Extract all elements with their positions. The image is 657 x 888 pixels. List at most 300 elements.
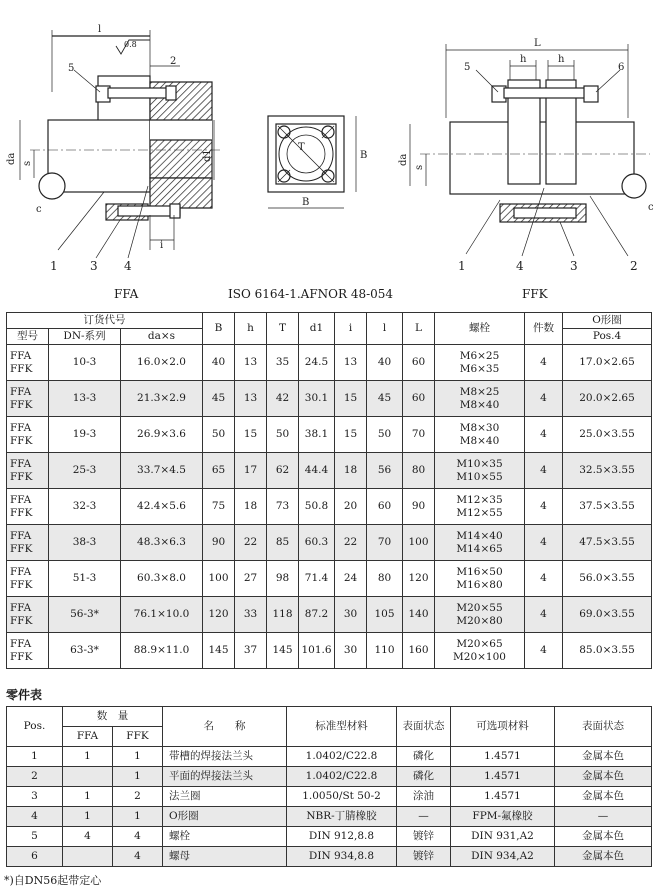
spec-cell-T (267, 561, 299, 597)
parts-row (7, 827, 652, 847)
ffk-pos2: 2 (630, 259, 638, 273)
spec-cell-da-s (121, 381, 203, 417)
parts-row (7, 807, 652, 827)
spec-cell-type-text: FFA (10, 565, 32, 578)
spec-cell-bolt-text: M14×40 (456, 529, 503, 542)
spec-cell-B-text: 145 (208, 644, 229, 656)
spec-cell-i-text: 15 (343, 392, 358, 404)
spec-cell-da-s (121, 453, 203, 489)
spec-cell-oring-text: 32.5×3.55 (579, 464, 635, 476)
spec-cell-count (525, 489, 563, 525)
header-i: i (335, 313, 367, 345)
spec-cell-l-text: 45 (377, 392, 392, 404)
spec-cell-i-text: 24 (343, 572, 358, 584)
parts-row (7, 847, 652, 867)
spec-cell-oring (563, 597, 652, 633)
spec-cell-type (7, 489, 49, 525)
spec-cell-da-s-text: 26.9×3.6 (137, 428, 186, 440)
spec-cell-da-s-text: 88.9×11.0 (133, 644, 190, 656)
spec-cell-B-text: 65 (211, 464, 226, 476)
parts-cell-surf1: 镀锌 (397, 827, 451, 847)
parts-cell-opt: DIN 931,A2 (451, 827, 555, 847)
spec-cell-type (7, 633, 49, 669)
ffa-dim-l: l (98, 24, 102, 35)
spec-cell-B (203, 417, 235, 453)
spec-cell-bolt-text: M20×80 (456, 614, 503, 627)
spec-cell-d1 (299, 453, 335, 489)
spec-cell-i (335, 345, 367, 381)
spec-cell-type-text: FFA (10, 385, 32, 398)
parts-cell-surf1: 磷化 (397, 767, 451, 787)
parts-cell-ffk: 1 (113, 807, 163, 827)
spec-cell-L-text: 160 (408, 644, 429, 656)
spec-cell-bolt (435, 453, 525, 489)
spec-cell-L-text: 60 (411, 356, 426, 368)
parts-cell-name: 带槽的焊接法兰头 (163, 747, 287, 767)
spec-cell-l (367, 489, 403, 525)
spec-cell-d1-text: 87.2 (304, 608, 329, 620)
spec-cell-d1-text: 101.6 (301, 644, 332, 656)
ffa-drawing (20, 30, 220, 258)
spec-cell-B (203, 525, 235, 561)
ffk-drawing (410, 44, 650, 256)
spec-cell-l-text: 80 (377, 572, 392, 584)
spec-cell-bolt (435, 381, 525, 417)
iso-caption: ISO 6164-1.AFNOR 48-054 (228, 287, 394, 301)
spec-cell-type-text: FFA (10, 493, 32, 506)
spec-cell-count-text: 4 (540, 392, 547, 404)
spec-cell-type-text: FFA (10, 601, 32, 614)
spec-cell-dn-text: 10-3 (72, 356, 97, 368)
spec-cell-d1-text: 44.4 (304, 464, 329, 476)
parts-cell-name: 法兰圈 (163, 787, 287, 807)
spec-cell-i (335, 561, 367, 597)
spec-cell-type (7, 525, 49, 561)
spec-cell-d1 (299, 633, 335, 669)
spec-cell-bolt-text: M20×55 (456, 601, 503, 614)
spec-cell-bolt-text: M16×80 (456, 578, 503, 591)
ffa-dim-c: c (36, 204, 42, 215)
spec-cell-dn (49, 525, 121, 561)
spec-cell-oring-text: 47.5×3.55 (579, 536, 635, 548)
spec-cell-dn-text: 13-3 (72, 392, 97, 404)
spec-cell-count-text: 4 (540, 500, 547, 512)
spec-cell-T-text: 42 (275, 392, 290, 404)
spec-cell-L (403, 381, 435, 417)
parts-cell-surf2: 金属本色 (555, 767, 652, 787)
spec-cell-T (267, 345, 299, 381)
iso-dim-b-bottom: B (302, 197, 310, 208)
spec-cell-d1 (299, 381, 335, 417)
header-T: T (267, 313, 299, 345)
spec-cell-B-text: 90 (211, 536, 226, 548)
parts-cell-surf1: 涂油 (397, 787, 451, 807)
drawings-area (0, 0, 657, 305)
parts-cell-surf1: — (397, 807, 451, 827)
spec-cell-T-text: 118 (272, 608, 293, 620)
spec-cell-dn (49, 345, 121, 381)
parts-header-pos: Pos. (7, 707, 63, 747)
spec-cell-dn-text: 32-3 (72, 500, 97, 512)
spec-cell-d1-text: 38.1 (304, 428, 329, 440)
ffa-dim-roughness: 0.8 (124, 40, 137, 49)
spec-cell-i (335, 381, 367, 417)
parts-cell-std: 1.0402/C22.8 (287, 767, 397, 787)
header-d1: d1 (299, 313, 335, 345)
spec-cell-bolt-text: M10×35 (456, 457, 503, 470)
spec-cell-dn-text: 51-3 (72, 572, 97, 584)
spec-cell-count (525, 453, 563, 489)
ffk-pos6: 6 (618, 62, 625, 73)
spec-cell-d1 (299, 525, 335, 561)
spec-cell-oring (563, 489, 652, 525)
spec-cell-type (7, 345, 49, 381)
parts-cell-name: 螺母 (163, 847, 287, 867)
parts-cell-ffa (63, 767, 113, 787)
spec-cell-L (403, 345, 435, 381)
spec-cell-count-text: 4 (540, 572, 547, 584)
spec-cell-oring (563, 453, 652, 489)
spec-cell-oring-text: 20.0×2.65 (579, 392, 635, 404)
spec-cell-B (203, 561, 235, 597)
spec-cell-L-text: 60 (411, 392, 426, 404)
header-L: L (403, 313, 435, 345)
spec-cell-bolt-text: M8×25 (459, 385, 500, 398)
spec-cell-h-text: 18 (243, 500, 258, 512)
parts-header-name: 名 称 (163, 707, 287, 747)
header-h: h (235, 313, 267, 345)
spec-cell-B (203, 453, 235, 489)
spec-cell-oring-text: 69.0×3.55 (579, 608, 635, 620)
ffk-pos3: 3 (570, 259, 578, 273)
spec-cell-i (335, 633, 367, 669)
spec-row (7, 561, 652, 597)
spec-cell-B-text: 50 (211, 428, 226, 440)
spec-cell-oring (563, 561, 652, 597)
parts-cell-std: 1.0050/St 50-2 (287, 787, 397, 807)
spec-cell-l (367, 597, 403, 633)
spec-cell-da-s-text: 42.4×5.6 (137, 500, 186, 512)
spec-cell-da-s-text: 76.1×10.0 (133, 608, 190, 620)
spec-cell-T (267, 633, 299, 669)
spec-cell-i-text: 30 (343, 644, 358, 656)
spec-cell-L (403, 633, 435, 669)
parts-cell-ffk: 1 (113, 767, 163, 787)
spec-cell-da-s-text: 33.7×4.5 (137, 464, 186, 476)
ffk-pos5: 5 (464, 62, 471, 73)
spec-cell-dn (49, 561, 121, 597)
spec-cell-da-s (121, 597, 203, 633)
ffa-caption: FFA (114, 287, 139, 301)
spec-cell-da-s (121, 417, 203, 453)
parts-cell-pos: 3 (7, 787, 63, 807)
spec-cell-h (235, 525, 267, 561)
spec-cell-T-text: 98 (275, 572, 290, 584)
spec-cell-count (525, 525, 563, 561)
spec-cell-bolt (435, 345, 525, 381)
spec-cell-L-text: 80 (411, 464, 426, 476)
ffk-caption: FFK (522, 287, 548, 301)
spec-cell-oring (563, 345, 652, 381)
spec-cell-bolt-text: M8×40 (459, 398, 500, 411)
header-order-code: 订货代号 (7, 313, 203, 329)
parts-header-qty: 数 量 (63, 707, 163, 727)
spec-cell-type (7, 453, 49, 489)
ffa-dim-2: 2 (170, 56, 177, 67)
header-B: B (203, 313, 235, 345)
spec-cell-count (525, 633, 563, 669)
spec-cell-da-s-text: 21.3×2.9 (137, 392, 186, 404)
parts-cell-opt: 1.4571 (451, 767, 555, 787)
spec-cell-type (7, 597, 49, 633)
spec-table (6, 312, 652, 669)
spec-cell-l (367, 633, 403, 669)
spec-cell-B (203, 345, 235, 381)
parts-cell-opt: DIN 934,A2 (451, 847, 555, 867)
ffa-pos3: 3 (90, 259, 98, 273)
spec-cell-L (403, 489, 435, 525)
spec-cell-type-text: FFA (10, 349, 32, 362)
spec-cell-type (7, 417, 49, 453)
spec-cell-l (367, 561, 403, 597)
spec-cell-L (403, 453, 435, 489)
spec-cell-type-text: FFK (10, 578, 33, 591)
header-count: 件数 (525, 313, 563, 345)
spec-cell-h (235, 597, 267, 633)
parts-cell-surf2: 金属本色 (555, 827, 652, 847)
spec-cell-oring-text: 17.0×2.65 (579, 356, 635, 368)
spec-row (7, 597, 652, 633)
parts-header-surface2: 表面状态 (555, 707, 652, 747)
spec-cell-L-text: 90 (411, 500, 426, 512)
header-oring-pos: Pos.4 (563, 329, 652, 345)
parts-cell-std: 1.0402/C22.8 (287, 747, 397, 767)
spec-cell-l-text: 110 (374, 644, 395, 656)
spec-cell-L-text: 120 (408, 572, 429, 584)
ffk-pos1: 1 (458, 259, 466, 273)
header-type: 型号 (7, 329, 49, 345)
spec-cell-count-text: 4 (540, 536, 547, 548)
spec-cell-h-text: 15 (243, 428, 258, 440)
parts-cell-ffa: 1 (63, 807, 113, 827)
ffa-dim-da: da (6, 152, 17, 165)
spec-cell-bolt-text: M20×65 (456, 637, 503, 650)
spec-cell-dn (49, 381, 121, 417)
spec-cell-bolt-text: M6×25 (459, 349, 500, 362)
spec-cell-dn-text: 56-3* (70, 608, 99, 620)
spec-cell-l-text: 50 (377, 428, 392, 440)
spec-cell-bolt (435, 417, 525, 453)
parts-cell-pos: 5 (7, 827, 63, 847)
spec-cell-type-text: FFA (10, 457, 32, 470)
parts-cell-surf1: 镀锌 (397, 847, 451, 867)
spec-cell-i-text: 15 (343, 428, 358, 440)
parts-cell-ffk: 4 (113, 847, 163, 867)
spec-cell-type-text: FFK (10, 506, 33, 519)
spec-cell-T (267, 381, 299, 417)
parts-cell-surf2: 金属本色 (555, 787, 652, 807)
spec-cell-bolt-text: M6×35 (459, 362, 500, 375)
spec-cell-L (403, 525, 435, 561)
ffk-dim-h1: h (520, 54, 527, 65)
spec-cell-bolt (435, 597, 525, 633)
ffa-pos5: 5 (68, 63, 75, 74)
spec-cell-l (367, 345, 403, 381)
spec-cell-L-text: 100 (408, 536, 429, 548)
parts-cell-surf2: 金属本色 (555, 847, 652, 867)
spec-cell-da-s-text: 16.0×2.0 (137, 356, 186, 368)
spec-cell-B-text: 45 (211, 392, 226, 404)
spec-cell-T-text: 85 (275, 536, 290, 548)
spec-cell-bolt-text: M12×55 (456, 506, 503, 519)
spec-cell-L (403, 561, 435, 597)
spec-cell-i-text: 13 (343, 356, 358, 368)
parts-header-surface1: 表面状态 (397, 707, 451, 747)
parts-cell-ffa (63, 847, 113, 867)
spec-cell-count (525, 597, 563, 633)
spec-cell-T (267, 417, 299, 453)
spec-cell-h-text: 33 (243, 608, 258, 620)
spec-cell-dn (49, 453, 121, 489)
ffa-pos4: 4 (124, 259, 132, 273)
iso-drawing (268, 116, 356, 208)
spec-cell-B (203, 633, 235, 669)
spec-cell-d1-text: 30.1 (304, 392, 329, 404)
spec-cell-da-s-text: 60.3×8.0 (137, 572, 186, 584)
spec-cell-B-text: 75 (211, 500, 226, 512)
spec-cell-count-text: 4 (540, 464, 547, 476)
spec-cell-T (267, 597, 299, 633)
spec-cell-oring-text: 37.5×3.55 (579, 500, 635, 512)
spec-cell-B-text: 100 (208, 572, 229, 584)
spec-cell-l (367, 417, 403, 453)
spec-row (7, 345, 652, 381)
spec-row (7, 633, 652, 669)
parts-cell-opt: 1.4571 (451, 747, 555, 767)
ffk-dim-da: da (398, 153, 409, 166)
spec-cell-bolt-text: M10×55 (456, 470, 503, 483)
spec-cell-d1 (299, 345, 335, 381)
spec-cell-oring (563, 417, 652, 453)
spec-cell-h (235, 489, 267, 525)
spec-cell-i-text: 18 (343, 464, 358, 476)
ffa-dim-i: i (160, 240, 164, 251)
spec-cell-type (7, 561, 49, 597)
spec-cell-d1-text: 60.3 (304, 536, 329, 548)
spec-cell-l (367, 525, 403, 561)
spec-cell-bolt-text: M20×100 (453, 650, 506, 663)
spec-cell-h (235, 453, 267, 489)
parts-cell-ffk: 1 (113, 747, 163, 767)
spec-cell-type-text: FFK (10, 470, 33, 483)
spec-cell-count-text: 4 (540, 644, 547, 656)
parts-cell-std: NBR-丁腈橡胶 (287, 807, 397, 827)
spec-cell-dn (49, 597, 121, 633)
spec-cell-d1 (299, 561, 335, 597)
spec-cell-bolt-text: M8×30 (459, 421, 500, 434)
parts-cell-std: DIN 934,8.8 (287, 847, 397, 867)
spec-cell-T (267, 489, 299, 525)
spec-cell-count (525, 561, 563, 597)
spec-cell-i (335, 453, 367, 489)
spec-cell-bolt (435, 633, 525, 669)
spec-cell-B (203, 489, 235, 525)
spec-cell-bolt (435, 525, 525, 561)
spec-cell-count-text: 4 (540, 428, 547, 440)
spec-cell-l (367, 453, 403, 489)
spec-cell-h-text: 27 (243, 572, 258, 584)
spec-cell-T-text: 73 (275, 500, 290, 512)
spec-cell-oring (563, 525, 652, 561)
spec-cell-type (7, 381, 49, 417)
spec-cell-da-s (121, 525, 203, 561)
parts-cell-name: O形圈 (163, 807, 287, 827)
spec-cell-l-text: 105 (374, 608, 395, 620)
spec-cell-dn-text: 63-3* (70, 644, 99, 656)
spec-cell-l-text: 60 (377, 500, 392, 512)
footnote: *)自DN56起带定心 (4, 874, 102, 887)
spec-cell-T-text: 62 (275, 464, 290, 476)
spec-cell-type-text: FFK (10, 398, 33, 411)
spec-cell-count-text: 4 (540, 608, 547, 620)
spec-cell-T-text: 35 (275, 356, 290, 368)
spec-cell-count (525, 381, 563, 417)
spec-cell-dn-text: 19-3 (72, 428, 97, 440)
spec-cell-h-text: 22 (243, 536, 258, 548)
spec-cell-bolt-text: M8×40 (459, 434, 500, 447)
parts-cell-surf2: — (555, 807, 652, 827)
header-oring: O形圈 (563, 313, 652, 329)
spec-cell-d1-text: 24.5 (304, 356, 329, 368)
parts-cell-pos: 1 (7, 747, 63, 767)
spec-cell-L (403, 597, 435, 633)
spec-cell-dn (49, 633, 121, 669)
spec-cell-type-text: FFA (10, 529, 32, 542)
spec-cell-bolt-text: M14×65 (456, 542, 503, 555)
ffk-dim-L: L (534, 38, 541, 49)
parts-row (7, 747, 652, 767)
spec-cell-h (235, 561, 267, 597)
spec-cell-dn-text: 38-3 (72, 536, 97, 548)
spec-cell-L-text: 70 (411, 428, 426, 440)
spec-cell-d1-text: 50.8 (304, 500, 329, 512)
spec-cell-da-s (121, 345, 203, 381)
spec-cell-l-text: 70 (377, 536, 392, 548)
spec-cell-oring-text: 56.0×3.55 (579, 572, 635, 584)
spec-cell-h-text: 37 (243, 644, 258, 656)
spec-cell-h (235, 345, 267, 381)
parts-cell-opt: FPM-氟橡胶 (451, 807, 555, 827)
ffk-dim-s: s (414, 164, 425, 170)
spec-row (7, 381, 652, 417)
spec-cell-type-text: FFA (10, 637, 32, 650)
spec-cell-oring-text: 85.0×3.55 (579, 644, 635, 656)
spec-cell-i (335, 417, 367, 453)
spec-cell-h (235, 417, 267, 453)
parts-cell-ffa: 1 (63, 747, 113, 767)
parts-header-opt-material: 可选项材料 (451, 707, 555, 747)
spec-cell-oring-text: 25.0×3.55 (579, 428, 635, 440)
spec-cell-da-s-text: 48.3×6.3 (137, 536, 186, 548)
parts-cell-pos: 2 (7, 767, 63, 787)
spec-cell-l (367, 381, 403, 417)
parts-cell-name: 螺栓 (163, 827, 287, 847)
iso-dim-b-side: B (360, 150, 368, 161)
spec-cell-B (203, 597, 235, 633)
spec-cell-h-text: 13 (243, 356, 258, 368)
parts-cell-opt: 1.4571 (451, 787, 555, 807)
parts-cell-pos: 4 (7, 807, 63, 827)
